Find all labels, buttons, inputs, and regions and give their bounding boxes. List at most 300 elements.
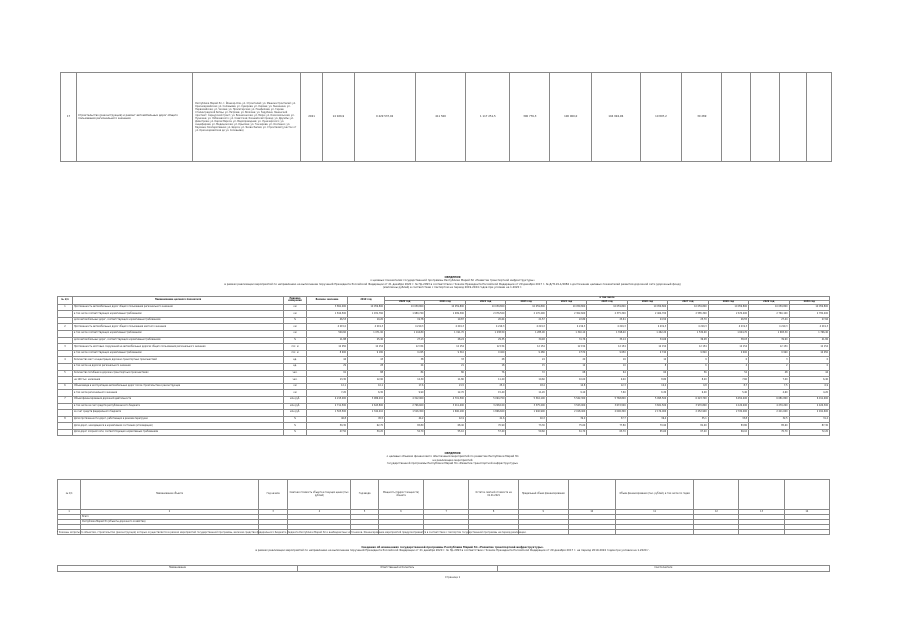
indicator-value: 1 940,900 — [506, 410, 546, 417]
indicator-value: 9 245 — [385, 350, 425, 357]
indicator-value: 10,1 — [348, 383, 385, 390]
indicator-num: 7 — [58, 396, 73, 403]
indicator-value: 12 — [546, 363, 586, 370]
s3-col-number: 3 — [258, 510, 288, 515]
indicator-value: 10 059,800 — [749, 304, 789, 311]
indicator-num — [58, 350, 73, 357]
indicator-unit: % — [284, 423, 307, 430]
indicator-value: 65,60 — [627, 429, 667, 436]
col-num: № п/п — [58, 297, 73, 305]
indicator-value: 12,30 — [385, 377, 425, 384]
indicator-value: 9 180 — [348, 350, 385, 357]
indicator-value: 9,10 — [546, 390, 586, 397]
indicator-value: 39,0 — [546, 416, 586, 423]
indicator-unit: чел. — [284, 377, 307, 384]
indicator-value: 39,90 — [749, 337, 789, 344]
indicator-value: 12 154 — [789, 344, 829, 351]
indicator-value: 9,90 — [385, 390, 425, 397]
s4-col-coexecutors: Соисполнители — [497, 566, 829, 572]
indicator-value: 10 059,800 — [425, 304, 465, 311]
empty-cell — [751, 73, 780, 162]
indicator-value: 4 312,900 — [385, 396, 425, 403]
col-indicator: Наименование целевого показателя — [73, 297, 284, 305]
indicator-value: 2 760,100 — [749, 311, 789, 318]
section3-subtitle2: на реализацию мероприятий — [432, 458, 473, 462]
indicator-value: 3 — [749, 357, 789, 364]
indicator-value: 4 701,500 — [425, 396, 465, 403]
indicator-row — [58, 403, 830, 410]
indicator-value: 4 219,3 — [668, 324, 708, 331]
col-base: Базовое значение — [307, 297, 348, 305]
indicator-value: 1 503,500 — [307, 410, 348, 417]
indicator-value: 5 094,700 — [465, 396, 505, 403]
indicator-value: 6 223,700 — [668, 396, 708, 403]
indicator-value: 85,60 — [749, 423, 789, 430]
indicator-value: 12 154 — [708, 344, 748, 351]
indicator-value: 27,13 — [385, 337, 425, 344]
indicator-value: 42,9 — [425, 416, 465, 423]
indicator-value: 44 — [789, 370, 829, 377]
indicator-value: 8,20 — [668, 377, 708, 384]
indicator-value: 10,60 — [506, 377, 546, 384]
indicator-name: Протяженность автомобильных дорог общего пользования регионального значения — [73, 304, 284, 311]
indicator-value: 68 — [546, 370, 586, 377]
object-long-text: Республика Марий Эл, г. Йошкар-Ола, ул. Строителей; ул. Машиностроителей; ул. Красноармейская; ул. Соловьёва; ул. Суворова; ул. Кирова; ул. Эшкинина; ул. Первомайская; ул. Чехова; ул. Пролетарская; ул. Панфилова; ул. Героев Сталинградской битвы; ул. Петрова; ул. Волкова; ул. Зарубина; Ленинский проспект; Сернурский тракт; ул. Вознесенская; ул. Мира; ул. Комсомольская; ул. Пушкина; ул. Лобачевского; ул. Советская; Кокшайский проезд; ул. Дружбы; ул. Димитрова; ул. Карла Маркса; ул. Водопроводная; ул. Луначарского; ул. Анциферова; ул. Медицинская; ул. Крылова; ул. Гончарова; ул. Осипенко; ул. Баумана; Кооперативная; ул. Щорса; ул. Якова Эшпая; ул. Строителей (участок от ул. Красноармейская до ул. Соловьёва) — [193, 73, 301, 162]
indicator-value: 1 191,70 — [425, 330, 465, 337]
indicator-unit: км — [284, 324, 307, 331]
indicator-value: 12,70 — [425, 390, 465, 397]
indicator-unit: млн руб. — [284, 403, 307, 410]
indicator-value: 2 411,600 — [749, 410, 789, 417]
section4-title: Сведения об изменениях государственной программы Республики Марий Эл «Развитие транспортной инфраструктуры» — [361, 546, 544, 549]
indicator-name: за счет средств федерального бюджета — [73, 410, 284, 417]
indicator-value: 41,86 — [789, 337, 829, 344]
indicator-value: 5 316,100 — [506, 396, 546, 403]
indicator-value: 12 154 — [506, 344, 546, 351]
indicator-value: 88 — [348, 370, 385, 377]
indicator-value: 28 — [348, 363, 385, 370]
indicator-num: 3 — [58, 344, 73, 351]
indicator-value: 20,64 — [465, 317, 505, 324]
indicator-value: 81,90 — [668, 423, 708, 430]
indicator-row — [58, 317, 830, 324]
indicator-value: 17,6 — [385, 383, 425, 390]
indicator-row — [58, 410, 830, 417]
s3-header: Остаток сметной стоимости на 01.01.2021 — [469, 480, 519, 510]
indicator-value: 9 900 — [708, 350, 748, 357]
s3-col-number: 14 — [784, 510, 829, 515]
indicator-value: 36,28 — [668, 337, 708, 344]
indicator-value: 4 219,3 — [627, 324, 667, 331]
indicator-value: 10 059,800 — [465, 304, 505, 311]
indicator-unit: % — [284, 416, 307, 423]
indicator-row — [58, 416, 830, 423]
indicator-value: 44 — [307, 357, 348, 364]
indicator-value: 12 154 — [749, 344, 789, 351]
indicator-value: 41,6 — [465, 416, 505, 423]
indicator-value: 72,20 — [789, 429, 829, 436]
s3-header: Предельный объем финансирования — [518, 480, 568, 510]
object-value2: 14 026,9 — [323, 73, 354, 162]
indicator-num: 1 — [58, 304, 73, 311]
indicator-value: 9,40 — [587, 377, 627, 384]
s3-header: Сметная стоимость объекта в текущих ценах (тыс. рублей) — [288, 480, 351, 510]
col-2023: 2023 год — [506, 300, 546, 304]
s3-col-number: 6 — [378, 510, 423, 515]
section4-subtitle: в рамках реализации мероприятий по направлению на выполнение поручений Президента Российской Федерации от 21 декабря 2020 г. № Пр-2093 в соответствии с Указом Президента Российской Федерации от 29 декабря 2017 г. на период 2019-2024 годов при условии на 1.2020 г. — [255, 549, 650, 553]
indicator-unit: чел. — [284, 370, 307, 377]
indicator-value: 67,40 — [668, 429, 708, 436]
indicator-value: 4 219,3 — [465, 324, 505, 331]
col-2020: 2020 год — [385, 300, 425, 304]
indicator-row — [58, 311, 830, 318]
indicator-num: 2 — [58, 324, 73, 331]
indicator-value: 1 285,90 — [506, 330, 546, 337]
indicator-value: 65,80 — [385, 423, 425, 430]
indicator-value: 11,80 — [425, 377, 465, 384]
indicator-row — [58, 423, 830, 430]
indicator-value: 1 866,600 — [465, 410, 505, 417]
indicator-value: 5,40 — [708, 390, 748, 397]
indicator-value: 1 398,40 — [587, 330, 627, 337]
indicator-value: 12,3 — [587, 383, 627, 390]
indicator-row — [58, 324, 830, 331]
indicator-value: 2 464,700 — [627, 311, 667, 318]
indicator-value: 1 144,80 — [385, 330, 425, 337]
object-row — [61, 73, 832, 162]
object-value5: 1 117 251,5 — [466, 73, 510, 162]
indicator-value: 14,8 — [546, 383, 586, 390]
s3-col-number: 1 — [58, 510, 81, 515]
indicator-value: 4 270,200 — [749, 403, 789, 410]
indicator-value: 7,60 — [587, 390, 627, 397]
indicator-value: 0 — [789, 357, 829, 364]
indicator-value: 33,14 — [587, 337, 627, 344]
indicator-value: 6,00 — [668, 390, 708, 397]
indicator-name: Объем финансирования дорожной деятельности — [73, 396, 284, 403]
indicator-value: 59,60 — [506, 429, 546, 436]
indicator-value: 36,4 — [627, 416, 667, 423]
s3-header: Год ввода — [351, 480, 379, 510]
indicator-value: 12 154 — [546, 344, 586, 351]
object-value7: 100 000,0 — [550, 73, 592, 162]
indicator-value: 4 219,3 — [348, 324, 385, 331]
indicator-value: 43 — [348, 357, 385, 364]
indicator-value: 12 154 — [668, 344, 708, 351]
s3-col-number: 10 — [568, 510, 615, 515]
col-2022: 2022 год — [465, 300, 505, 304]
indicator-value: 32,5 — [749, 416, 789, 423]
indicator-value: 3 228,100 — [465, 403, 505, 410]
section3-title: СВЕДЕНИЯ — [444, 452, 461, 455]
indicator-name: Доля дорог опорной сети, соответствующих нормативным требованиям — [73, 429, 284, 436]
indicator-value: 28 — [465, 357, 505, 364]
object-description: Строительство (реконструкция) и ремонт автомобильных дорог общего пользования регионального значения — [77, 73, 193, 162]
indicator-value: 12 154 — [425, 344, 465, 351]
indicator-value: 2 076,500 — [465, 311, 505, 318]
indicator-row — [58, 304, 830, 311]
indicator-value: 10,0 — [627, 383, 667, 390]
indicator-value: 24,50 — [627, 317, 667, 324]
indicator-value: 4 219,3 — [789, 324, 829, 331]
indicator-value: 25,70 — [668, 317, 708, 324]
indicator-value: 19,78 — [385, 317, 425, 324]
indicator-value: 10,00 — [546, 377, 586, 384]
indicator-num: 8 — [58, 416, 73, 423]
indicator-value: 3 375,200 — [506, 403, 546, 410]
indicator-value: 2 018,400 — [546, 410, 586, 417]
indicator-num — [58, 403, 73, 410]
indicator-name: Доля дорог, находящихся в нормативном состоянии (агломерация) — [73, 423, 284, 430]
indicator-value: 8 — [627, 363, 667, 370]
indicator-row — [58, 330, 830, 337]
indicator-value: 33 — [425, 357, 465, 364]
indicator-value: 3 986,210 — [348, 396, 385, 403]
indicator-value: 21 — [425, 363, 465, 370]
indicator-value: 23,61 — [587, 317, 627, 324]
indicator-value: 18 — [465, 363, 505, 370]
indicator-value: 2 491,600 — [789, 410, 829, 417]
indicator-unit: млн руб. — [284, 396, 307, 403]
indicator-unit: млн руб. — [284, 410, 307, 417]
indicator-value: 12 154 — [627, 344, 667, 351]
indicator-value: 10 050 — [789, 350, 829, 357]
indicator-num — [58, 330, 73, 337]
indicator-value: 6,30 — [348, 390, 385, 397]
indicator-value: 50,20 — [348, 429, 385, 436]
col-group: в том числе — [385, 297, 830, 301]
indicator-value: 7,60 — [708, 377, 748, 384]
indicator-value: 4 219,3 — [506, 324, 546, 331]
col-2021: 2021 год — [425, 300, 465, 304]
indicator-value: 26,55 — [708, 317, 748, 324]
page-number: Страница 1 — [445, 576, 461, 579]
indicator-value: 52 — [708, 370, 748, 377]
indicator-value: 44,2 — [385, 416, 425, 423]
indicator-value: 56 — [668, 370, 708, 377]
indicator-value: 10 — [587, 363, 627, 370]
indicator-value: 84 — [385, 370, 425, 377]
indicator-row — [58, 390, 830, 397]
object-value4: 411 500 — [415, 73, 466, 162]
indicator-value: 12 154 — [348, 344, 385, 351]
indicator-value: 31,2 — [789, 416, 829, 423]
indicator-value: 28,24 — [425, 337, 465, 344]
indicator-value: 10 059,800 — [587, 304, 627, 311]
indicator-num — [58, 311, 73, 318]
indicator-value: 9 990 — [749, 350, 789, 357]
indicator-name: Количество погибших в дорожно-транспортных происшествиях — [73, 370, 284, 377]
indicator-value: 4 219,3 — [587, 324, 627, 331]
indicator-row — [58, 370, 830, 377]
indicator-value: 2 302,600 — [546, 311, 586, 318]
indicator-num — [58, 423, 73, 430]
indicator-value: 63,70 — [587, 429, 627, 436]
indicator-value: 15 — [506, 363, 546, 370]
indicator-value: 4 219,3 — [708, 324, 748, 331]
indicator-value: 7,5 — [749, 383, 789, 390]
indicator-value: 20 — [546, 357, 586, 364]
indicator-value: 9 650 — [587, 350, 627, 357]
indicator-value: 60 — [627, 370, 667, 377]
indicator-value: 1 766,40 — [789, 330, 829, 337]
indicator-value: 4 420,300 — [789, 403, 829, 410]
s3-total-label: Всего — [81, 515, 259, 520]
indicator-value: 1 462,20 — [627, 330, 667, 337]
indicator-value: 4 219,3 — [546, 324, 586, 331]
indicator-value: 57,40 — [465, 429, 505, 436]
indicator-value: 55,10 — [425, 429, 465, 436]
s4-col-name: Наименование — [58, 566, 298, 572]
indicator-value: 34,66 — [627, 337, 667, 344]
indicator-value: 59,30 — [307, 423, 348, 430]
indicator-unit: % — [284, 337, 307, 344]
s3-header: Объем финансирования (тыс. рублей), в том числе по годам — [615, 480, 693, 510]
indicator-value: 64 — [587, 370, 627, 377]
indicator-value: 12 154 — [587, 344, 627, 351]
col-2025: 2025 год — [587, 300, 627, 304]
indicator-value: 0 — [789, 363, 829, 370]
indicator-value: 2 643,800 — [348, 403, 385, 410]
indicator-value: 24 — [385, 363, 425, 370]
indicator-value: 75,60 — [546, 423, 586, 430]
indicator-value: 6,30 — [627, 390, 667, 397]
object-value3: 9 429 537,02 — [354, 73, 415, 162]
indicator-unit: ед. — [284, 357, 307, 364]
indicator-value: 8,7 — [708, 383, 748, 390]
indicator-value: 1 999,300 — [425, 311, 465, 318]
indicator-num — [58, 317, 73, 324]
col-2026: 2026 год — [627, 300, 667, 304]
indicator-value: 1 989,740 — [385, 311, 425, 318]
indicator-name: Количество мест концентрации дорожно-транспортных происшествий — [73, 357, 284, 364]
indicator-value: 73,30 — [506, 423, 546, 430]
indicator-value: 30,48 — [506, 337, 546, 344]
indicator-row — [58, 337, 830, 344]
indicator-row — [58, 396, 830, 403]
indicator-value: 10 059,800 — [668, 304, 708, 311]
indicator-value: 62,70 — [348, 423, 385, 430]
indicator-value: 21,57 — [506, 317, 546, 324]
indicator-value: 3 011,400 — [425, 403, 465, 410]
indicator-value: 8 900 — [307, 350, 348, 357]
col-2024: 2024 год — [546, 300, 586, 304]
indicator-name: в том числе на дорогах регионального значения — [73, 363, 284, 370]
indicator-value: 4,20 — [789, 390, 829, 397]
indicator-value: 37,7 — [587, 416, 627, 423]
indicator-value: 15,40 — [465, 390, 505, 397]
indicator-num: 6 — [58, 383, 73, 390]
indicator-value: 1 931,760 — [348, 311, 385, 318]
indicator-value: 68,40 — [425, 423, 465, 430]
indicator-num — [58, 410, 73, 417]
object-value1: 2021 — [300, 73, 323, 162]
indicator-value: 61,70 — [546, 429, 586, 436]
indicator-value: 16 — [587, 357, 627, 364]
indicator-value: 2 585,300 — [668, 311, 708, 318]
indicator-value: 5 768,800 — [587, 396, 627, 403]
indicator-value: 1 690,100 — [425, 410, 465, 417]
indicator-unit: % — [284, 317, 307, 324]
s3-col-number: 2 — [81, 510, 259, 515]
s3-col-number: 9 — [518, 510, 568, 515]
indicator-name: на 100 тыс. населения — [73, 377, 284, 384]
indicator-row — [58, 429, 830, 436]
indicator-num — [58, 337, 73, 344]
indicator-value: 77,80 — [587, 423, 627, 430]
indicator-value: 27,44 — [749, 317, 789, 324]
indicator-value: 12 154 — [385, 344, 425, 351]
indicator-value: 79,90 — [627, 423, 667, 430]
indicator-unit: км — [284, 304, 307, 311]
indicator-value: 47,50 — [307, 429, 348, 436]
indicator-num: 4 — [58, 357, 73, 364]
indicator-num — [58, 390, 73, 397]
indicator-value: 11,20 — [506, 390, 546, 397]
indicator-row — [58, 344, 830, 351]
s3-header — [568, 480, 615, 510]
indicator-value: 10 059,800 — [506, 304, 546, 311]
footnote: * Указаны затраты по объектам, строительство (реконструкция) которых осуществляется в рамках мероприятий государственной программы, включая средства федерального бюджета, бюджета Республики Марий Эл и внебюджетных источников. Финансирование мероприятий предусматривается в соответствии с паспортом государственной программы на период реализации. — [57, 531, 527, 534]
s3-header — [424, 480, 469, 510]
indicator-value: 13,30 — [307, 377, 348, 384]
indicator-value: 1 342,410 — [348, 410, 385, 417]
indicator-value: 500,60 — [307, 330, 348, 337]
indicator-value: 31,76 — [546, 337, 586, 344]
indicator-unit: км — [284, 390, 307, 397]
indicator-value: 91 — [307, 370, 348, 377]
indicator-row — [58, 377, 830, 384]
indicator-name: Протяженность автомобильных дорог общего пользования местного значения — [73, 324, 284, 331]
indicator-value: 12 154 — [465, 344, 505, 351]
indicator-unit: км — [284, 330, 307, 337]
indicator-value: 1 340,10 — [546, 330, 586, 337]
col-2019: 2019 год — [348, 297, 385, 305]
indicator-value: 2 332,000 — [708, 410, 748, 417]
s4-col-executor: Ответственный исполнитель — [297, 566, 497, 572]
s3-header — [694, 480, 739, 510]
indicator-name: доля автомобильных дорог, соответствующих нормативным требованиям — [73, 317, 284, 324]
s3-header: № п/п — [58, 480, 81, 510]
object-value8: 104 994,96 — [592, 73, 640, 162]
indicator-value: 25,0 — [465, 383, 505, 390]
indicator-value: 3 970,800 — [668, 403, 708, 410]
indicator-value: 3 821,500 — [627, 403, 667, 410]
s3-col-number: 5 — [351, 510, 379, 515]
indicator-name: в том числе соответствующих нормативным требованиям — [73, 330, 284, 337]
indicator-value: 46,8 — [307, 416, 348, 423]
indicator-unit: пог. м — [284, 344, 307, 351]
indicator-value: 12,90 — [348, 377, 385, 384]
indicator-value: 6,9 — [789, 383, 829, 390]
indicator-value: 1 530,90 — [668, 330, 708, 337]
indicator-value: 12 050 — [307, 344, 348, 351]
s3-col-number: 11 — [615, 510, 693, 515]
indicator-name: доля автомобильных дорог, соответствующих нормативным требованиям — [73, 337, 284, 344]
indicator-value: 9 310 — [425, 350, 465, 357]
indicator-value: 87,30 — [789, 423, 829, 430]
indicator-value: 18,4 — [506, 383, 546, 390]
indicator-value: 38,03 — [708, 337, 748, 344]
indicator-name: Доля протяженности дорог, работающих в режиме перегрузки — [73, 416, 284, 423]
indicator-value: 21,5 — [425, 383, 465, 390]
indicator-value: 19,87 — [425, 317, 465, 324]
indicator-value: 12,1 — [307, 383, 348, 390]
s3-header: Год начала — [258, 480, 288, 510]
indicator-value: 69,10 — [708, 429, 748, 436]
indicator-value: 7,00 — [749, 377, 789, 384]
indicator-value: 70,70 — [749, 429, 789, 436]
